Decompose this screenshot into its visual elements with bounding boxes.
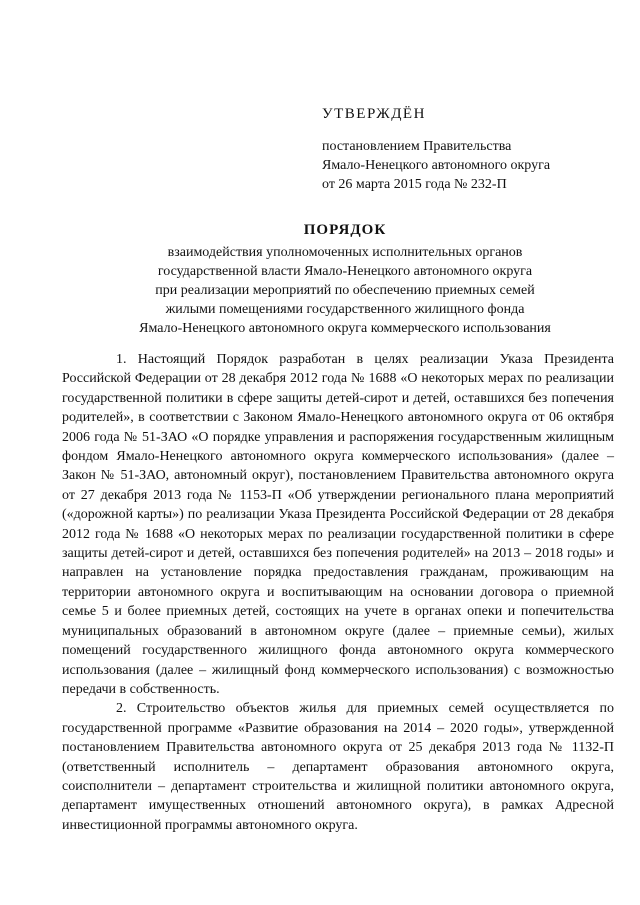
approval-line: Ямало-Ненецкого автономного округа: [322, 158, 551, 173]
approval-line: от 26 марта 2015 года № 232-П: [322, 177, 507, 192]
document-body: [62, 350, 614, 835]
approval-stamp: [322, 106, 622, 194]
document-title: ПОРЯДОК: [303, 222, 387, 238]
document-title-block: [60, 222, 630, 338]
subtitle-line: при реализации мероприятий по обеспечению приемных семей: [155, 283, 535, 298]
subtitle-line: взаимодействия уполномоченных исполнительных органов: [167, 245, 523, 260]
paragraph-2: 2. Строительство объектов жилья для приемных семей осуществляется по государственной программе «Развитие образования на 2014 – 2020 годы», утвержденной постановлением Правительства автономного округа от 25 декабря 2013 года № 1132-П (ответственный исполнитель – департамент образования автономного округа, соисполнители – департамент строительства и жилищной политики автономного округа, департамент имущественных отношений автономного округа), в рамках Адресной инвестиционной программы автономного округа.: [62, 701, 614, 833]
paragraph-1: 1. Настоящий Порядок разработан в целях реализации Указа Президента Российской Федерации от 28 декабря 2012 года № 1688 «О некоторых мерах по реализации государственной политики в сфере защиты детей-сирот и детей, оставшихся без попечения родителей», в соответствии с Законом Ямало-Ненецкого автономного округа от 06 октября 2006 года № 51-ЗАО «О порядке управления и распоряжения государственным жилищным фондом Ямало-Ненецкого автономного округа коммерческого использования» (далее – Закон № 51-ЗАО, автономный округ), постановлением Правительства автономного округа от 27 декабря 2013 года № 1153-П «Об утверждении регионального плана мероприятий («дорожной карты») по реализации Указа Президента Российской Федерации от 28 декабря 2012 года № 1688 «О некоторых мерах по реализации государственной политики в сфере защиты детей-сирот и детей, оставшихся без попечения родителей» на 2013 – 2018 годы» и направлен на установление порядка предоставления гражданам, проживающим на территории автономного округа и воспитывающим на основании договора о приемной семье 5 и более приемных детей, состоящих на учете в органах опеки и попечительства муниципальных образований в автономном округе (далее – приемные семьи), жилых помещений государственного жилищного фонда автономного округа коммерческого использования (далее – жилищный фонд коммерческого использования) с возможностью передачи в собственность.: [62, 352, 614, 697]
subtitle-line: жилыми помещениями государственного жилищного фонда: [165, 302, 525, 317]
approval-line: постановлением Правительства: [322, 139, 512, 154]
subtitle-line: государственной власти Ямало-Ненецкого автономного округа: [157, 264, 533, 279]
approval-heading: УТВЕРЖДЁН: [322, 106, 426, 122]
subtitle-line: Ямало-Ненецкого автономного округа коммерческого использования: [139, 321, 551, 336]
